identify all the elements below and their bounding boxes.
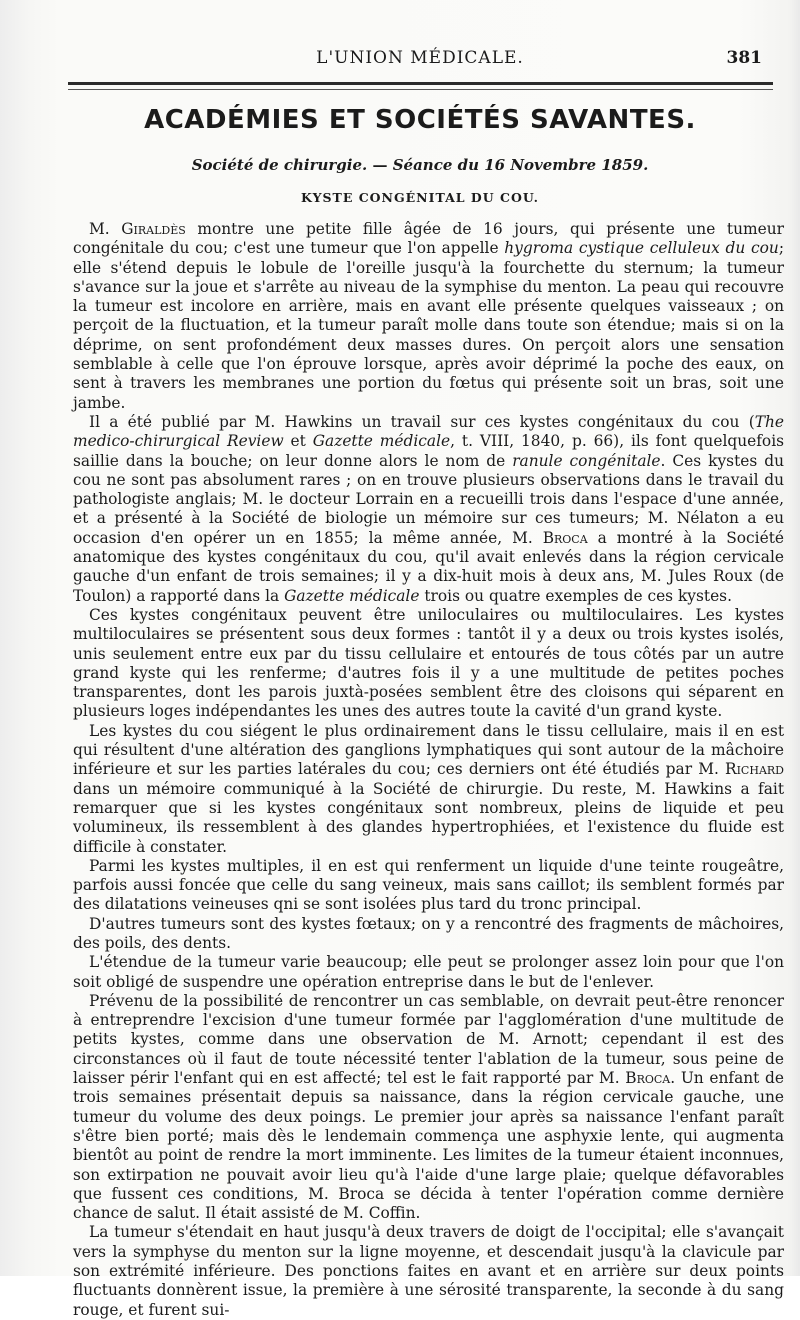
- page-number: 381: [726, 48, 762, 68]
- p2-text-k: trois ou quatre exemples de ces kystes.: [419, 586, 732, 605]
- author-name-richard: Richard: [725, 760, 784, 779]
- paragraph-9: La tumeur s'étendait en haut jusqu'à deux travers de doigt de l'occipital; elle s'avançait vers la symphyse du menton sur la ligne moyenne, et descendait jusqu'à la clavicule par son extrémité inférieure. Des ponctions faites en avant et en arrière sur deux points fluctuants donnèrent issue, la première à une sérosité transparente, la seconde à du sang rouge, et furent sui-: [73, 1223, 784, 1319]
- p1-text-c: montre une petite fille âgée de 16 jours, qui présente une tumeur congénitale du cou; c'est une tumeur que l'on appelle: [73, 220, 784, 258]
- p2-citation-gazette-2: Gazette médicale: [284, 586, 420, 605]
- article-body: [73, 220, 784, 1320]
- case-title: KYSTE CONGÉNITAL DU COU.: [301, 190, 539, 205]
- page-header: [70, 48, 770, 76]
- paragraph-4: [73, 722, 784, 857]
- author-name-broca-2: Broca: [625, 1069, 671, 1088]
- paragraph-6: D'autres tumeurs sont des kystes fœtaux; on y a rencontré des fragments de mâchoires, des poils, des dents.: [73, 914, 784, 952]
- paragraph-5: Parmi les kystes multiples, il en est qui renferment un liquide d'une teinte rougeâtre, parfois aussi foncée que celle du sang veineux, mais sans caillot; ils semblent formés par des dilatations veineuses qni se sont isolées plus tard du tronc principal.: [73, 856, 784, 914]
- paragraph-7: L'étendue de la tumeur varie beaucoup; elle peut se prolonger assez loin pour que l'on soit obligé de suspendre une opération entreprise dans le but de l'enlever.: [73, 953, 784, 991]
- p8-text-a: Prévenu de la possibilité de rencontrer un cas semblable, on devrait peut-être renoncer à entreprendre l'excision d'une tumeur formée par l'agglomération d'une multitude de petits kystes, comme dans une observation de M. Arnott; cependant il est des circonstances où il faut de toute nécessité tenter l'ablation de la tumeur, sous peine de laisser périr l'enfant qui en est affecté; tel est le fait rapporté par M.: [73, 991, 784, 1088]
- p8-text-c: . Un enfant de trois semaines présentait depuis sa naissance, dans la région cervicale gauche, une tumeur du volume des deux poings. Le premier jour après sa naissance l'enfant paraît s'être bien porté; mais dès le lendemain commença une asphyxie lente, qui augmenta bientôt au point de rendre la mort imminente. Les limites de la tumeur étaient inconnues, son extirpation ne pouvait avoir lieu qu'à l'aide d'une large plaie; quelque défavorables que fussent ces conditions, M. Broca se décida à tenter l'opération comme dernière chance de salut. Il était assisté de M. Coffin.: [73, 1069, 784, 1223]
- p2-text-a: Il a été publié par M. Hawkins un travail sur ces kystes congénitaux du cou (: [89, 412, 755, 431]
- paragraph-3: Ces kystes congénitaux peuvent être uniloculaires ou multiloculaires. Les kystes multiloculaires se présentent sous deux formes : tantôt il y a deux ou trois kystes isolés, unis seulement entre eux par du tissu cellulaire et entourés de tous côtés par un autre grand kyste qui les renferme; d'autres fois il y a une multitude de petites poches transparentes, dont les parois juxtà-posées semblent être des cloisons qui séparent en plusieurs loges indépendantes les unes des autres toute la cavité d'un grand kyste.: [73, 605, 784, 721]
- author-name-giraldes: Giraldès: [121, 220, 186, 238]
- author-name-broca: Broca: [542, 528, 588, 547]
- session-date: Séance du 16 Novembre 1859.: [392, 156, 649, 174]
- society-name: Société de chirurgie.: [191, 156, 368, 174]
- p1-term-hygroma: hygroma cystique celluleux du cou: [504, 239, 779, 258]
- p4-text-c: dans un mémoire communiqué à la Société de chirurgie. Du reste, M. Hawkins a fait remarquer que si les kystes congénitaux sont nombreux, pleins de liquide et peu volumineux, ils ressemblent à des glandes hypertrophiées, et l'existence du fluide est difficile à constater.: [73, 779, 784, 856]
- p2-citation-gazette: Gazette médicale: [312, 432, 451, 451]
- p4-text-a: Les kystes du cou siégent le plus ordinairement dans le tissu cellulaire, mais il en est qui résultent d'une altération des ganglions lymphatiques qui sont autour de la mâchoire inférieure et sur les parties latérales du cou; ces derniers ont été étudiés par M.: [73, 721, 784, 779]
- p2-text-g: . Ces kystes du cou ne sont pas absolument rares ; on en trouve plusieurs observations dans le travail du pathologiste anglais; M. le docteur Lorrain en a recueilli trois dans l'espace d'une année, et a présenté à la Société de biologie un mémoire sur ces tumeurs; M. Nélaton a eu occasion d'en opérer un en 1855; la même année, M.: [73, 451, 784, 547]
- p2-term-ranule: ranule congénitale: [512, 451, 661, 470]
- paragraph-8: [73, 992, 784, 1224]
- meeting-line: [70, 156, 770, 174]
- meeting-separator: —: [367, 156, 393, 174]
- header-rule-thin: [68, 89, 773, 90]
- p1-text-e: ; elle s'étend depuis le lobule de l'oreille jusqu'à la fourchette du sternum; la tumeur s'avance sur la joue et s'arrête au niveau de la symphise du menton. La peau qui recouvre la tumeur est incolore en arrière, mais en avant elle présente quelques vaisseaux ; on perçoit de la fluctuation, et la tumeur paraît molle dans toute son étendue; mais si on la déprime, on sent profondément deux masses dures. On perçoit alors une sensation semblable à celle que l'on éprouve lorsque, après avoir déprimé la poche des eaux, on sent à travers les membranes une portion du fœtus qui présente soit un bras, soit une jambe.: [73, 239, 784, 412]
- running-title: L'UNION MÉDICALE.: [316, 48, 524, 68]
- p2-citation-review: The medico-chirurgical Review: [73, 412, 784, 451]
- p2-text-i: a montré à la Société anatomique des kystes congénitaux du cou, qu'il avait enlevés dans la région cervicale gauche d'un enfant de trois semaines; il y a dix-huit mois à deux ans, M. Jules Roux (de Toulon) a rapporté dans la: [73, 528, 784, 605]
- paragraph-1: [73, 220, 784, 413]
- p1-text-a: M.: [89, 220, 122, 238]
- header-rule-thick: [68, 82, 773, 85]
- paragraph-2: [73, 413, 784, 606]
- section-heading: ACADÉMIES ET SOCIÉTÉS SAVANTES.: [144, 105, 696, 135]
- p2-text-c: et: [283, 432, 313, 451]
- p2-text-e: , t. VIII, 1840, p. 66), ils font quelquefois saillie dans la bouche; on leur donne alors le nom de: [73, 432, 785, 470]
